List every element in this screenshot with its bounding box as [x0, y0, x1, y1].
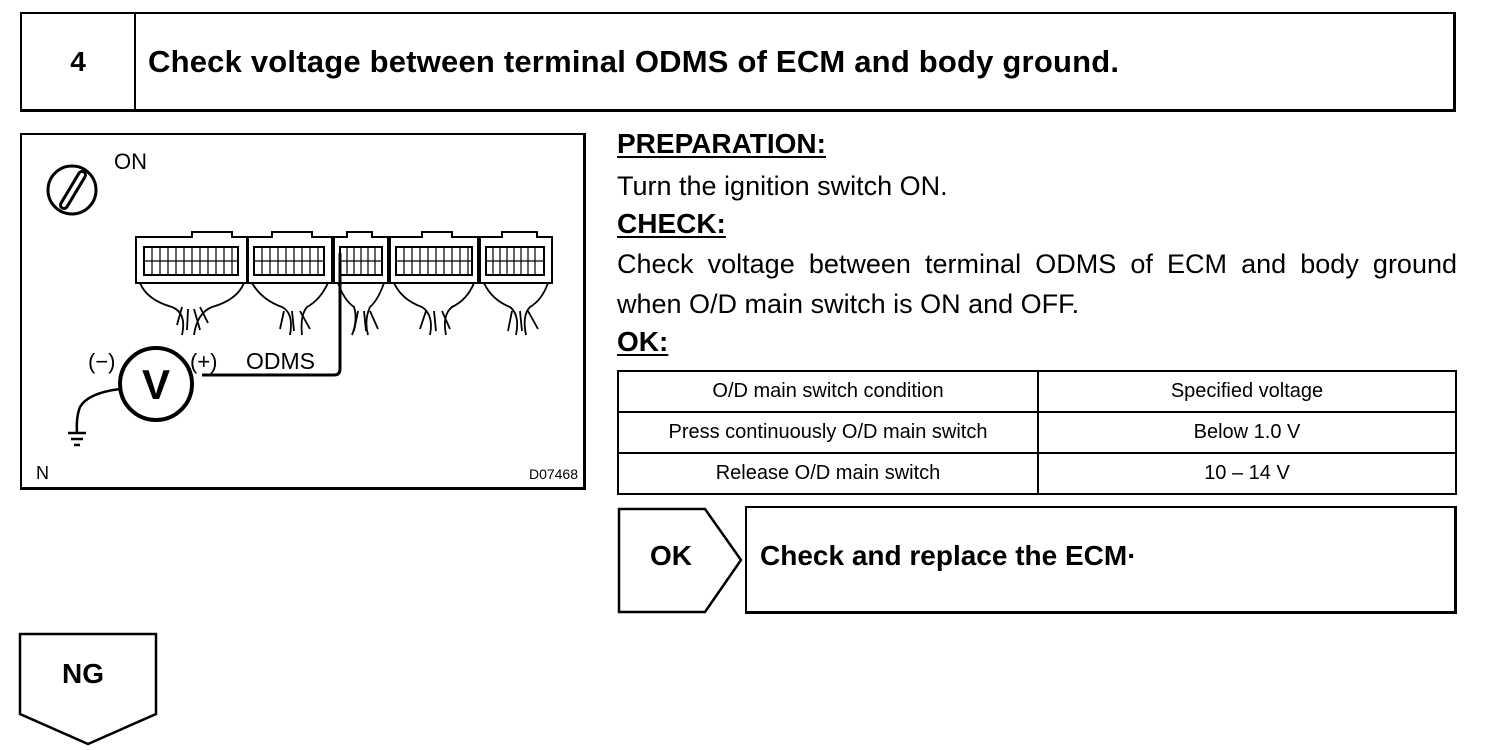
preparation-text: Turn the ignition switch ON. [617, 171, 948, 201]
table-header-cell: Specified voltage [1038, 371, 1456, 412]
ng-result-label: NG [62, 658, 104, 689]
ground-icon [68, 389, 120, 445]
table-header-row [618, 371, 1456, 412]
table-header-cell: O/D main switch condition [618, 371, 1038, 412]
odms-terminal-label: ODMS [246, 348, 315, 374]
ok-heading: OK: [617, 326, 669, 357]
check-text: Check voltage between terminal ODMS of ECM and body ground when O/D main switch is ON and OFF. [617, 249, 1457, 319]
table-cell: Press continuously O/D main switch [618, 412, 1038, 453]
step-header [20, 12, 1456, 112]
ok-result-action: Check and replace the ECM· [760, 540, 1137, 571]
figure-id: D07468 [528, 466, 578, 482]
wiring-diagram [20, 133, 586, 490]
step-number: 4 [22, 14, 136, 109]
preparation-heading: PREPARATION: [617, 128, 826, 159]
voltmeter-symbol: V [141, 361, 171, 408]
diagram-corner-code: N [36, 463, 49, 483]
ignition-on-label: ON [114, 149, 147, 174]
voltmeter-icon [120, 348, 192, 420]
wire-harness [140, 283, 548, 335]
ecm-connectors [136, 232, 552, 283]
table-cell: 10 – 14 V [1038, 453, 1456, 494]
check-heading: CHECK: [617, 208, 726, 239]
table-cell: Release O/D main switch [618, 453, 1038, 494]
table-cell: Below 1.0 V [1038, 412, 1456, 453]
step-title: Check voltage between terminal ODMS of ECM and body ground. [148, 43, 1120, 79]
table-row [618, 412, 1456, 453]
spec-table [617, 370, 1457, 495]
diagram-drawing [22, 135, 588, 492]
plus-terminal-label: (+) [190, 349, 218, 374]
table-row [618, 453, 1456, 494]
minus-terminal-label: (−) [88, 349, 116, 374]
ignition-key-icon [48, 166, 96, 214]
ok-result-label: OK [650, 540, 692, 571]
